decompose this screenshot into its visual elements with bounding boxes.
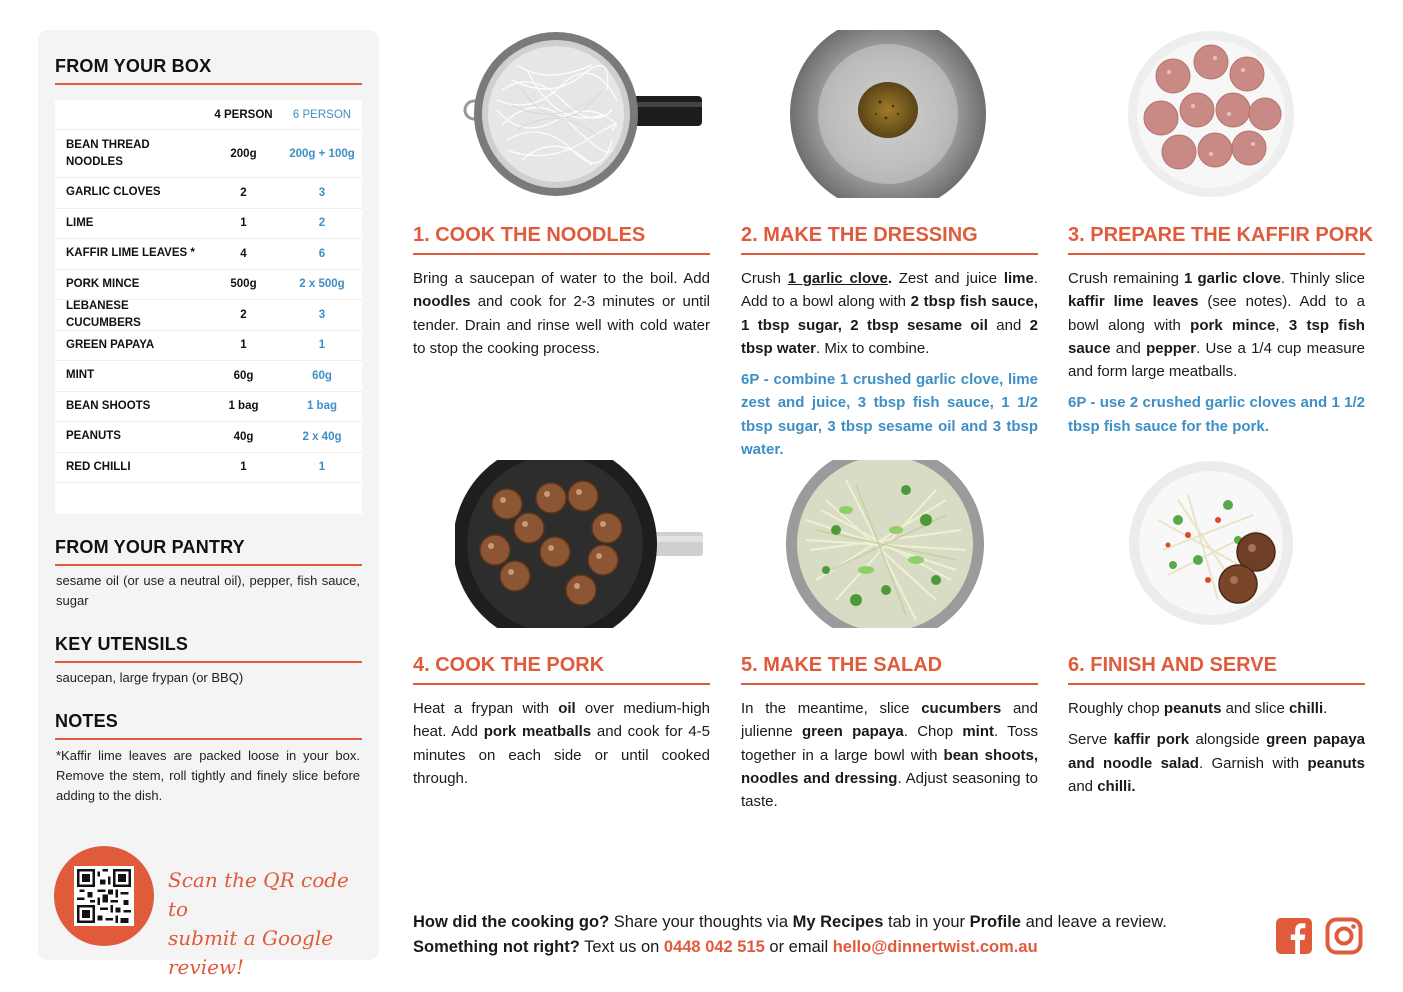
key-utensils-title: KEY UTENSILS	[55, 634, 189, 654]
divider	[55, 661, 362, 663]
email-link[interactable]: hello@dinnertwist.com.au	[832, 938, 1038, 956]
table-row: GREEN PAPAYA 1 1	[55, 331, 362, 362]
pantry-text: sesame oil (or use a neutral oil), pepper, fish sauce, sugar	[56, 573, 360, 608]
table-row: BEAN THREAD NOODLES 200g 200g + 100g	[55, 130, 362, 178]
notes-title: NOTES	[55, 711, 119, 731]
table-row: PORK MINCE 500g 2 x 500g	[55, 270, 362, 301]
pork-frypan-photo	[455, 460, 703, 628]
table-row: GARLIC CLOVES 2 3	[55, 178, 362, 209]
phone-link[interactable]: 0448 042 515	[663, 938, 765, 956]
step-1-body: Bring a saucepan of water to the boil. Add noodles and cook for 2-3 minutes or until tender. Drain and rinse well with cold water to stop the cooking process.	[413, 270, 710, 357]
utensils-text: saucepan, large frypan (or BBQ)	[56, 670, 244, 685]
divider	[55, 738, 362, 740]
qr-caption: Scan the QR code to submit a Google review!	[168, 868, 349, 979]
ingredients-table	[55, 100, 362, 514]
noodles-strainer-photo	[462, 30, 702, 198]
step-6-body: Roughly chop peanuts and slice chilli. Serve kaffir pork alongside green papaya and noodle salad. Garnish with peanuts and chilli.	[1068, 700, 1366, 795]
step-6-title: 6. FINISH AND SERVE	[1068, 654, 1277, 676]
divider	[413, 683, 710, 685]
divider	[413, 253, 710, 255]
sidebar-panel	[38, 30, 379, 979]
divider	[1068, 683, 1365, 685]
salad-bowl-photo	[786, 460, 984, 628]
divider	[741, 253, 1038, 255]
step-5-body: In the meantime, slice cucumbers and julienne green papaya. Chop mint. Toss together in a large bowl with bean shoots, noodles and dressing. Adjust seasoning to taste.	[741, 700, 1038, 811]
header-4-person: 4 PERSON	[214, 108, 273, 121]
table-row: PEANUTS 40g 2 x 40g	[55, 422, 362, 453]
divider	[55, 83, 362, 85]
header-6-person: 6 PERSON	[292, 108, 352, 121]
step-5-title: 5. MAKE THE SALAD	[741, 654, 943, 676]
qr-code-icon[interactable]	[74, 866, 134, 926]
step-1-title: 1. COOK THE NOODLES	[413, 224, 646, 246]
divider	[55, 564, 362, 566]
from-your-pantry-title: FROM YOUR PANTRY	[55, 537, 245, 557]
table-header-row	[55, 100, 362, 130]
from-your-box-title: FROM YOUR BOX	[55, 56, 212, 76]
facebook-icon[interactable]	[1275, 917, 1313, 955]
step-3-title: 3. PREPARE THE KAFFIR PORK	[1068, 224, 1374, 246]
footer-feedback: How did the cooking go? Share your thoughts via My Recipes tab in your Profile and leave a review. Something not right? Text us on 0448 042 515 or email hello@dinnertwist.com.au	[413, 913, 1167, 956]
instagram-icon[interactable]	[1325, 917, 1363, 955]
step-2-body: Crush 1 garlic clove. Zest and juice lime. Add to a bowl along with 2 tbsp fish sauce, 1 tbsp sugar, 2 tbsp sesame oil and 2 tbsp water. Mix to combine. 6P - combine 1 crushed garlic clove, lime zest and juice, 3 tbsp fish sauce, 1 1/2 tbsp sugar, 3 tbsp sesame oil and 3 tbsp water.	[741, 267, 1038, 469]
step-4-title: 4. COOK THE PORK	[413, 654, 605, 676]
step-2-6p-note: 6P - combine 1 crushed garlic clove, lime zest and juice, 3 tbsp fish sauce, 1 1/2 tbsp sugar, 3 tbsp sesame oil and 3 tbsp water.	[741, 371, 1038, 459]
step-2-title: 2. MAKE THE DRESSING	[741, 224, 978, 246]
table-row: RED CHILLI 1 1	[55, 453, 362, 484]
qr-code-badge[interactable]	[54, 846, 154, 946]
table-row: MINT 60g 60g	[55, 361, 362, 392]
dressing-bowl-photo	[788, 30, 988, 198]
notes-text: *Kaffir lime leaves are packed loose in your box. Remove the stem, roll tightly and finely slice before adding to the dish.	[56, 748, 360, 803]
table-row: KAFFIR LIME LEAVES * 4 6	[55, 239, 362, 270]
divider	[741, 683, 1038, 685]
divider	[1068, 253, 1365, 255]
table-row: LEBANESE CUCUMBERS 2 3	[55, 300, 362, 331]
table-row: BEAN SHOOTS 1 bag 1 bag	[55, 392, 362, 423]
finished-dish-photo	[1128, 460, 1294, 626]
step-3-body: Crush remaining 1 garlic clove. Thinly slice kaffir lime leaves (see notes). Add to a bowl along with pork mince, 3 tsp fish sauce and pepper. Use a 1/4 cup measure and form large meatballs. 6P - use 2 crushed garlic cloves and 1 1/2 tbsp fish sauce for the pork.	[1068, 267, 1365, 446]
table-row: LIME 1 2	[55, 209, 362, 240]
step-4-body: Heat a frypan with oil over medium-high heat. Add pork meatballs and cook for 4-5 minutes on each side or until cooked through.	[413, 700, 711, 787]
raw-meatballs-plate-photo	[1127, 30, 1295, 198]
step-3-6p-note: 6P - use 2 crushed garlic cloves and 1 1/2 tbsp fish sauce for the pork.	[1068, 394, 1365, 435]
